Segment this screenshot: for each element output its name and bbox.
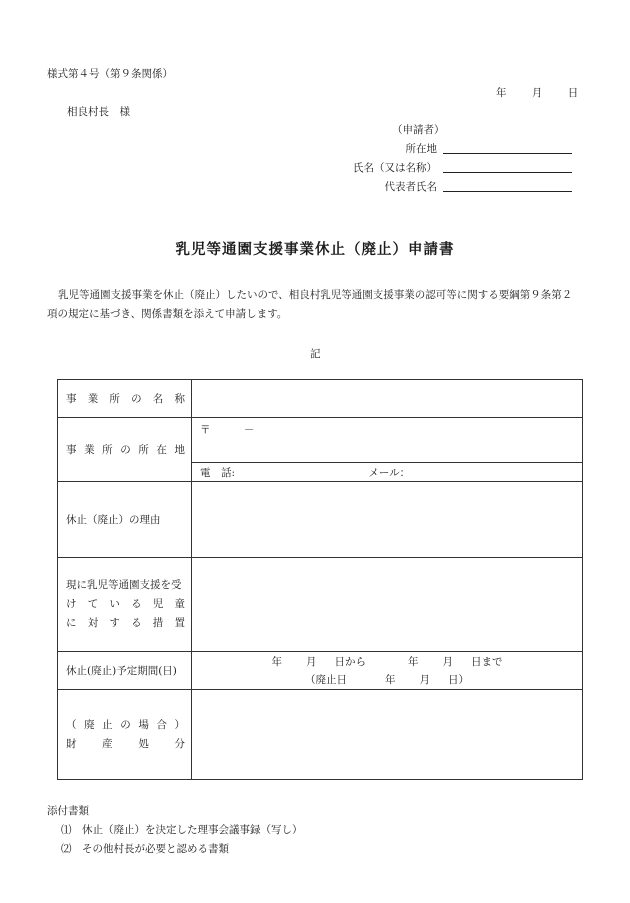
address-label: 所在地 — [405, 143, 437, 155]
phone-label: 電 話: — [200, 466, 236, 479]
addressee: 相良村長 様 — [67, 106, 130, 118]
application-form-table — [57, 379, 583, 780]
name-label: 氏名（又は名称） — [353, 162, 437, 174]
date-year: 年 — [496, 87, 507, 99]
contact-field[interactable] — [192, 463, 583, 482]
property-field[interactable] — [192, 690, 583, 780]
applicant-heading: （申請者） — [392, 124, 445, 136]
reason-label-cell — [58, 482, 192, 558]
measures-label-line-1: 現に乳児等通園支援を受 — [66, 579, 182, 591]
submission-date — [496, 85, 578, 100]
property-label-line-1: （ 廃 止 の 場 合 ） — [66, 718, 185, 731]
property-label-line-2: 財 産 処 分 — [66, 737, 185, 750]
office-address-label: 事 業 所 の 所 在 地 — [66, 444, 185, 456]
attachments-heading: 添付書類 — [47, 805, 89, 817]
address-field-line[interactable] — [443, 153, 572, 154]
date-month: 月 — [531, 87, 543, 99]
form-number: 様式第４号（第９条関係） — [47, 68, 173, 80]
attachment-item-1: ⑴ 休止（廃止）を決定した理事会議事録（写し） — [61, 824, 303, 836]
representative-label: 代表者氏名 — [384, 181, 437, 193]
measures-label-line-3: に 対 す る 措 置 — [66, 617, 185, 629]
office-name-label: 事 業 所 の 名 称 — [66, 393, 185, 405]
reason-label: 休止（廃止）の理由 — [66, 514, 161, 526]
body-line-2: 項の規定に基づき、関係書類を添えて申請します。 — [47, 308, 288, 320]
postal-dash: － — [243, 424, 255, 436]
representative-field-line[interactable] — [443, 191, 572, 192]
email-label: メール： — [368, 466, 411, 479]
attachment-item-2: ⑵ その他村長が必要と認める書類 — [61, 843, 229, 855]
office-name-field[interactable] — [192, 380, 583, 418]
office-name-label-cell — [58, 380, 192, 418]
body-line-1: 乳児等通園支援事業を休止（廃止）したいので、相良村乳児等通園支援事業の認可等に関する要綱第９条第２ — [58, 289, 573, 301]
name-field-line[interactable] — [443, 172, 572, 173]
period-label: 休止(廃止)予定期間(日) — [66, 665, 177, 677]
office-address-field[interactable] — [192, 418, 583, 463]
body-text — [47, 286, 587, 324]
postal-mark: 〒 — [200, 424, 211, 436]
date-day: 日 — [567, 87, 579, 99]
document-title: 乳児等通園支援事業休止（廃止）申請書 — [175, 241, 455, 258]
period-line-1: 年 月 日から 年 月 日まで — [271, 655, 503, 668]
measures-label-line-2: け て い る 児 童 — [66, 598, 185, 610]
period-line-2: （廃止日 年 月 日） — [305, 673, 469, 686]
period-field[interactable] — [192, 652, 583, 690]
office-address-label-cell — [58, 418, 192, 482]
ki-heading: 記 — [310, 348, 321, 360]
measures-field[interactable] — [192, 558, 583, 652]
period-label-cell — [58, 652, 192, 690]
reason-field[interactable] — [192, 482, 583, 558]
attachments — [47, 802, 303, 859]
property-label-cell — [58, 690, 192, 780]
measures-label-cell — [58, 558, 192, 652]
